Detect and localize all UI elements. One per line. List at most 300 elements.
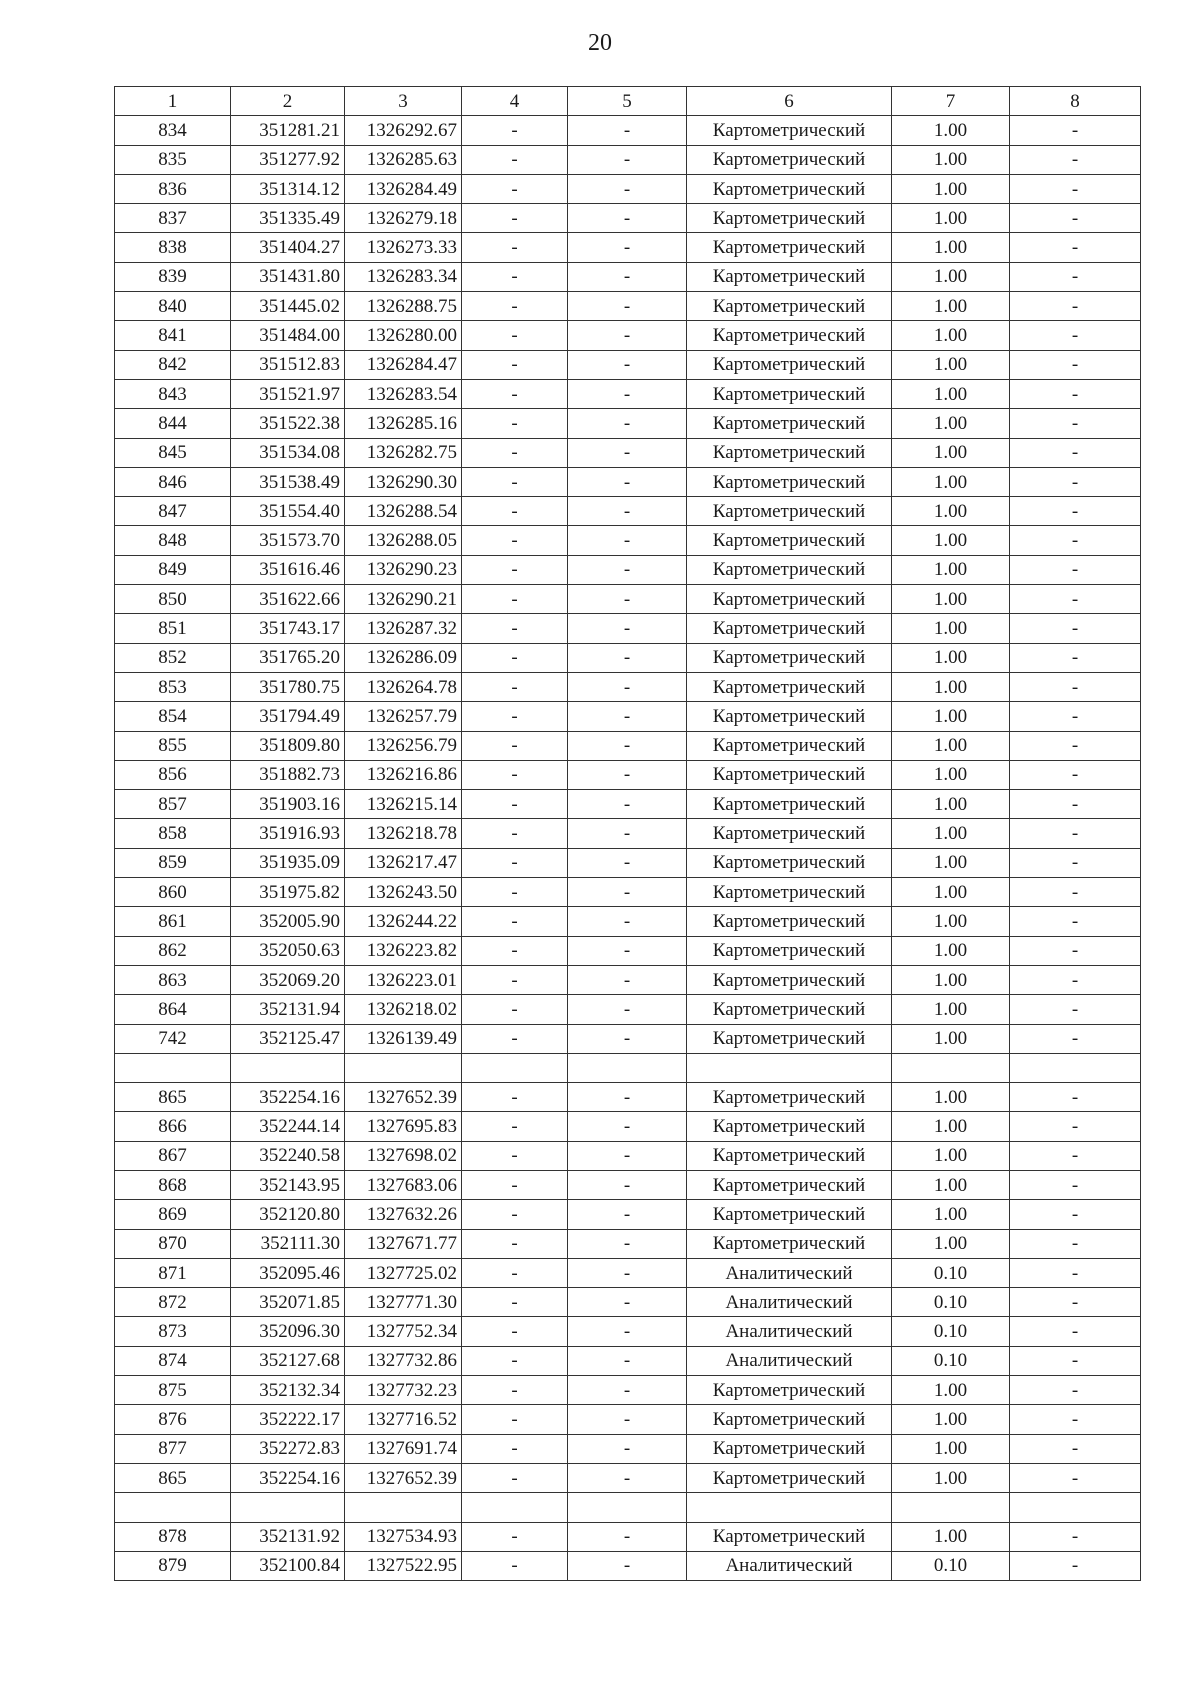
column-4-cell: - — [462, 585, 568, 614]
method-cell: Картометрический — [687, 1463, 892, 1492]
point-number-cell: 855 — [115, 731, 231, 760]
y-coordinate-cell: 1326223.82 — [345, 936, 462, 965]
column-4-cell: - — [462, 1288, 568, 1317]
column-8-cell: - — [1010, 1141, 1141, 1170]
x-coordinate-cell: 351335.49 — [231, 204, 345, 233]
accuracy-cell: 1.00 — [892, 1024, 1010, 1053]
table-row — [115, 321, 1141, 350]
accuracy-cell: 1.00 — [892, 379, 1010, 408]
column-8-cell: - — [1010, 878, 1141, 907]
method-cell: Картометрический — [687, 995, 892, 1024]
method-cell: Картометрический — [687, 1024, 892, 1053]
x-coordinate-cell: 351616.46 — [231, 555, 345, 584]
y-coordinate-cell: 1327522.95 — [345, 1551, 462, 1580]
y-coordinate-cell: 1326257.79 — [345, 702, 462, 731]
x-coordinate-cell: 351484.00 — [231, 321, 345, 350]
column-5-cell: - — [568, 1317, 687, 1346]
point-number-cell: 850 — [115, 585, 231, 614]
x-coordinate-cell: 352071.85 — [231, 1288, 345, 1317]
table-row — [115, 1317, 1141, 1346]
column-8-cell: - — [1010, 1376, 1141, 1405]
point-number-cell: 742 — [115, 1024, 231, 1053]
accuracy-cell: 1.00 — [892, 848, 1010, 877]
method-cell: Картометрический — [687, 204, 892, 233]
method-cell: Картометрический — [687, 760, 892, 789]
column-8-cell: - — [1010, 409, 1141, 438]
method-cell: Картометрический — [687, 1112, 892, 1141]
accuracy-cell: 1.00 — [892, 1229, 1010, 1258]
column-5-cell: - — [568, 1112, 687, 1141]
method-cell: Картометрический — [687, 643, 892, 672]
column-4-cell: - — [462, 702, 568, 731]
point-number-cell: 852 — [115, 643, 231, 672]
column-8-cell: - — [1010, 907, 1141, 936]
column-4-cell: - — [462, 1112, 568, 1141]
table-row — [115, 1463, 1141, 1492]
column-8-cell: - — [1010, 233, 1141, 262]
point-number-cell: 871 — [115, 1258, 231, 1287]
accuracy-cell: 1.00 — [892, 1376, 1010, 1405]
column-5-cell: - — [568, 116, 687, 145]
y-coordinate-cell: 1326283.54 — [345, 379, 462, 408]
column-8-cell: - — [1010, 1405, 1141, 1434]
column-5-cell: - — [568, 936, 687, 965]
method-cell: Картометрический — [687, 1434, 892, 1463]
table-row — [115, 848, 1141, 877]
y-coordinate-cell: 1326280.00 — [345, 321, 462, 350]
accuracy-cell: 1.00 — [892, 790, 1010, 819]
table-row — [115, 1170, 1141, 1199]
y-coordinate-cell: 1326283.34 — [345, 262, 462, 291]
method-cell — [687, 1493, 892, 1522]
column-8-cell: - — [1010, 350, 1141, 379]
column-4-cell: - — [462, 1258, 568, 1287]
x-coordinate-cell: 351935.09 — [231, 848, 345, 877]
column-4-cell: - — [462, 614, 568, 643]
x-coordinate-cell: 352222.17 — [231, 1405, 345, 1434]
column-5-cell — [568, 1493, 687, 1522]
column-5-cell: - — [568, 995, 687, 1024]
table-row — [115, 497, 1141, 526]
column-4-cell: - — [462, 526, 568, 555]
point-number-cell: 853 — [115, 672, 231, 701]
x-coordinate-cell: 351431.80 — [231, 262, 345, 291]
column-4-cell: - — [462, 1463, 568, 1492]
column-5-cell: - — [568, 174, 687, 203]
table-row — [115, 1141, 1141, 1170]
table-row — [115, 936, 1141, 965]
accuracy-cell: 0.10 — [892, 1551, 1010, 1580]
x-coordinate-cell: 352254.16 — [231, 1083, 345, 1112]
accuracy-cell: 1.00 — [892, 907, 1010, 936]
column-8-cell: - — [1010, 936, 1141, 965]
column-5-cell — [568, 1053, 687, 1082]
column-4-cell: - — [462, 262, 568, 291]
table-row — [115, 1112, 1141, 1141]
accuracy-cell: 1.00 — [892, 995, 1010, 1024]
table-row — [115, 174, 1141, 203]
method-cell: Картометрический — [687, 262, 892, 291]
x-coordinate-cell: 351743.17 — [231, 614, 345, 643]
page-number: 20 — [588, 30, 612, 56]
column-4-cell: - — [462, 848, 568, 877]
y-coordinate-cell: 1326286.09 — [345, 643, 462, 672]
column-5-cell: - — [568, 585, 687, 614]
column-8-cell: - — [1010, 1463, 1141, 1492]
x-coordinate-cell: 351277.92 — [231, 145, 345, 174]
column-5-cell: - — [568, 321, 687, 350]
accuracy-cell: 1.00 — [892, 585, 1010, 614]
table-row — [115, 555, 1141, 584]
point-number-cell: 845 — [115, 438, 231, 467]
column-5-cell: - — [568, 1083, 687, 1112]
table-row — [115, 643, 1141, 672]
column-4-cell: - — [462, 321, 568, 350]
table-row — [115, 262, 1141, 291]
point-number-cell: 866 — [115, 1112, 231, 1141]
column-8-cell — [1010, 1493, 1141, 1522]
table-row — [115, 1083, 1141, 1112]
method-cell: Картометрический — [687, 321, 892, 350]
table-row — [115, 585, 1141, 614]
y-coordinate-cell: 1326216.86 — [345, 760, 462, 789]
x-coordinate-cell: 351445.02 — [231, 292, 345, 321]
header-cell: 7 — [892, 87, 1010, 116]
y-coordinate-cell: 1326288.05 — [345, 526, 462, 555]
point-number-cell: 858 — [115, 819, 231, 848]
accuracy-cell: 1.00 — [892, 760, 1010, 789]
point-number-cell: 840 — [115, 292, 231, 321]
column-8-cell: - — [1010, 643, 1141, 672]
x-coordinate-cell: 352005.90 — [231, 907, 345, 936]
table-row — [115, 760, 1141, 789]
y-coordinate-cell: 1326290.21 — [345, 585, 462, 614]
column-8-cell: - — [1010, 1317, 1141, 1346]
column-4-cell: - — [462, 965, 568, 994]
column-4-cell: - — [462, 878, 568, 907]
method-cell: Картометрический — [687, 907, 892, 936]
x-coordinate-cell: 351534.08 — [231, 438, 345, 467]
column-8-cell: - — [1010, 995, 1141, 1024]
y-coordinate-cell: 1327752.34 — [345, 1317, 462, 1346]
method-cell — [687, 1053, 892, 1082]
method-cell: Картометрический — [687, 1229, 892, 1258]
column-5-cell: - — [568, 1405, 687, 1434]
column-8-cell: - — [1010, 1200, 1141, 1229]
table-row — [115, 672, 1141, 701]
y-coordinate-cell: 1327698.02 — [345, 1141, 462, 1170]
method-cell: Картометрический — [687, 467, 892, 496]
column-4-cell: - — [462, 907, 568, 936]
y-coordinate-cell: 1326273.33 — [345, 233, 462, 262]
y-coordinate-cell: 1327771.30 — [345, 1288, 462, 1317]
accuracy-cell — [892, 1053, 1010, 1082]
column-5-cell: - — [568, 672, 687, 701]
x-coordinate-cell: 352096.30 — [231, 1317, 345, 1346]
column-8-cell: - — [1010, 116, 1141, 145]
column-4-cell: - — [462, 643, 568, 672]
method-cell: Картометрический — [687, 878, 892, 907]
x-coordinate-cell: 352132.34 — [231, 1376, 345, 1405]
accuracy-cell: 1.00 — [892, 878, 1010, 907]
y-coordinate-cell — [345, 1493, 462, 1522]
table-row — [115, 965, 1141, 994]
y-coordinate-cell: 1326264.78 — [345, 672, 462, 701]
point-number-cell: 844 — [115, 409, 231, 438]
method-cell: Аналитический — [687, 1551, 892, 1580]
column-8-cell: - — [1010, 672, 1141, 701]
point-number-cell: 846 — [115, 467, 231, 496]
method-cell: Картометрический — [687, 965, 892, 994]
table-row — [115, 1551, 1141, 1580]
column-8-cell: - — [1010, 1112, 1141, 1141]
column-4-cell: - — [462, 1083, 568, 1112]
accuracy-cell: 1.00 — [892, 672, 1010, 701]
column-8-cell: - — [1010, 262, 1141, 291]
accuracy-cell: 1.00 — [892, 438, 1010, 467]
column-4-cell: - — [462, 467, 568, 496]
method-cell: Картометрический — [687, 1522, 892, 1551]
table-row — [115, 1288, 1141, 1317]
column-5-cell: - — [568, 262, 687, 291]
column-4-cell: - — [462, 1317, 568, 1346]
column-4-cell: - — [462, 790, 568, 819]
table-row — [115, 409, 1141, 438]
column-4-cell: - — [462, 438, 568, 467]
column-4-cell: - — [462, 350, 568, 379]
x-coordinate-cell: 352254.16 — [231, 1463, 345, 1492]
column-8-cell: - — [1010, 292, 1141, 321]
column-4-cell: - — [462, 174, 568, 203]
method-cell: Картометрический — [687, 379, 892, 408]
point-number-cell: 872 — [115, 1288, 231, 1317]
table-row — [115, 1405, 1141, 1434]
point-number-cell: 862 — [115, 936, 231, 965]
x-coordinate-cell — [231, 1493, 345, 1522]
method-cell: Картометрический — [687, 819, 892, 848]
method-cell: Картометрический — [687, 438, 892, 467]
column-5-cell: - — [568, 1346, 687, 1375]
column-5-cell: - — [568, 965, 687, 994]
column-5-cell: - — [568, 878, 687, 907]
method-cell: Картометрический — [687, 292, 892, 321]
method-cell: Картометрический — [687, 174, 892, 203]
column-4-cell: - — [462, 1170, 568, 1199]
point-number-cell: 835 — [115, 145, 231, 174]
y-coordinate-cell: 1327683.06 — [345, 1170, 462, 1199]
y-coordinate-cell: 1326256.79 — [345, 731, 462, 760]
column-8-cell: - — [1010, 1346, 1141, 1375]
y-coordinate-cell: 1327652.39 — [345, 1083, 462, 1112]
column-8-cell: - — [1010, 1522, 1141, 1551]
method-cell: Картометрический — [687, 233, 892, 262]
accuracy-cell: 1.00 — [892, 643, 1010, 672]
column-5-cell: - — [568, 1258, 687, 1287]
column-8-cell: - — [1010, 321, 1141, 350]
column-5-cell: - — [568, 204, 687, 233]
x-coordinate-cell: 352100.84 — [231, 1551, 345, 1580]
table-row — [115, 1522, 1141, 1551]
column-4-cell: - — [462, 116, 568, 145]
table-row — [115, 1229, 1141, 1258]
y-coordinate-cell: 1326287.32 — [345, 614, 462, 643]
x-coordinate-cell: 351521.97 — [231, 379, 345, 408]
column-5-cell: - — [568, 1288, 687, 1317]
accuracy-cell: 1.00 — [892, 1200, 1010, 1229]
x-coordinate-cell: 351573.70 — [231, 526, 345, 555]
accuracy-cell: 1.00 — [892, 526, 1010, 555]
column-8-cell: - — [1010, 819, 1141, 848]
column-5-cell: - — [568, 497, 687, 526]
y-coordinate-cell: 1327671.77 — [345, 1229, 462, 1258]
y-coordinate-cell: 1327725.02 — [345, 1258, 462, 1287]
point-number-cell: 851 — [115, 614, 231, 643]
x-coordinate-cell: 352240.58 — [231, 1141, 345, 1170]
method-cell: Картометрический — [687, 936, 892, 965]
table-row — [115, 731, 1141, 760]
column-4-cell: - — [462, 1141, 568, 1170]
method-cell: Аналитический — [687, 1317, 892, 1346]
point-number-cell: 836 — [115, 174, 231, 203]
y-coordinate-cell: 1326284.49 — [345, 174, 462, 203]
accuracy-cell: 1.00 — [892, 233, 1010, 262]
point-number-cell: 869 — [115, 1200, 231, 1229]
column-8-cell: - — [1010, 965, 1141, 994]
accuracy-cell: 1.00 — [892, 116, 1010, 145]
accuracy-cell: 1.00 — [892, 965, 1010, 994]
method-cell: Картометрический — [687, 702, 892, 731]
table-row — [115, 702, 1141, 731]
accuracy-cell: 1.00 — [892, 1112, 1010, 1141]
column-5-cell: - — [568, 1463, 687, 1492]
point-number-cell — [115, 1493, 231, 1522]
point-number-cell: 848 — [115, 526, 231, 555]
y-coordinate-cell: 1327534.93 — [345, 1522, 462, 1551]
y-coordinate-cell: 1327716.52 — [345, 1405, 462, 1434]
method-cell: Картометрический — [687, 672, 892, 701]
accuracy-cell: 1.00 — [892, 497, 1010, 526]
point-number-cell: 842 — [115, 350, 231, 379]
x-coordinate-cell: 351512.83 — [231, 350, 345, 379]
table-row — [115, 526, 1141, 555]
y-coordinate-cell: 1326215.14 — [345, 790, 462, 819]
y-coordinate-cell: 1326223.01 — [345, 965, 462, 994]
y-coordinate-cell: 1326290.30 — [345, 467, 462, 496]
method-cell: Картометрический — [687, 1376, 892, 1405]
table-row — [115, 438, 1141, 467]
column-8-cell: - — [1010, 1258, 1141, 1287]
column-4-cell: - — [462, 1200, 568, 1229]
table-row — [115, 1493, 1141, 1522]
x-coordinate-cell: 351281.21 — [231, 116, 345, 145]
x-coordinate-cell: 352111.30 — [231, 1229, 345, 1258]
table-row — [115, 116, 1141, 145]
accuracy-cell: 1.00 — [892, 262, 1010, 291]
column-4-cell: - — [462, 379, 568, 408]
column-8-cell: - — [1010, 379, 1141, 408]
accuracy-cell: 1.00 — [892, 292, 1010, 321]
point-number-cell: 839 — [115, 262, 231, 291]
header-cell: 2 — [231, 87, 345, 116]
accuracy-cell: 1.00 — [892, 321, 1010, 350]
column-4-cell: - — [462, 497, 568, 526]
accuracy-cell: 1.00 — [892, 614, 1010, 643]
header-cell: 6 — [687, 87, 892, 116]
table-row — [115, 907, 1141, 936]
method-cell: Картометрический — [687, 790, 892, 819]
y-coordinate-cell: 1326285.16 — [345, 409, 462, 438]
column-5-cell: - — [568, 1200, 687, 1229]
point-number-cell: 865 — [115, 1463, 231, 1492]
method-cell: Аналитический — [687, 1288, 892, 1317]
column-4-cell: - — [462, 1434, 568, 1463]
x-coordinate-cell: 352131.94 — [231, 995, 345, 1024]
accuracy-cell: 1.00 — [892, 731, 1010, 760]
column-5-cell: - — [568, 379, 687, 408]
x-coordinate-cell: 351882.73 — [231, 760, 345, 789]
accuracy-cell: 0.10 — [892, 1258, 1010, 1287]
accuracy-cell: 1.00 — [892, 1141, 1010, 1170]
column-8-cell: - — [1010, 848, 1141, 877]
point-number-cell: 870 — [115, 1229, 231, 1258]
accuracy-cell: 0.10 — [892, 1317, 1010, 1346]
column-8-cell: - — [1010, 145, 1141, 174]
header-cell: 8 — [1010, 87, 1141, 116]
y-coordinate-cell: 1326284.47 — [345, 350, 462, 379]
point-number-cell: 867 — [115, 1141, 231, 1170]
column-8-cell: - — [1010, 174, 1141, 203]
method-cell: Аналитический — [687, 1346, 892, 1375]
point-number-cell: 876 — [115, 1405, 231, 1434]
accuracy-cell: 1.00 — [892, 819, 1010, 848]
column-4-cell: - — [462, 292, 568, 321]
accuracy-cell: 1.00 — [892, 555, 1010, 584]
accuracy-cell: 1.00 — [892, 145, 1010, 174]
table-row — [115, 204, 1141, 233]
column-5-cell: - — [568, 233, 687, 262]
method-cell: Картометрический — [687, 585, 892, 614]
x-coordinate-cell: 352143.95 — [231, 1170, 345, 1199]
x-coordinate-cell: 351975.82 — [231, 878, 345, 907]
y-coordinate-cell: 1326279.18 — [345, 204, 462, 233]
x-coordinate-cell: 352272.83 — [231, 1434, 345, 1463]
y-coordinate-cell: 1327632.26 — [345, 1200, 462, 1229]
y-coordinate-cell: 1326282.75 — [345, 438, 462, 467]
column-8-cell: - — [1010, 497, 1141, 526]
point-number-cell: 875 — [115, 1376, 231, 1405]
point-number-cell: 873 — [115, 1317, 231, 1346]
column-4-cell: - — [462, 1551, 568, 1580]
point-number-cell: 877 — [115, 1434, 231, 1463]
column-8-cell: - — [1010, 526, 1141, 555]
column-4-cell: - — [462, 1346, 568, 1375]
column-8-cell: - — [1010, 1083, 1141, 1112]
accuracy-cell: 1.00 — [892, 409, 1010, 438]
point-number-cell: 863 — [115, 965, 231, 994]
method-cell: Картометрический — [687, 409, 892, 438]
accuracy-cell: 0.10 — [892, 1288, 1010, 1317]
method-cell: Картометрический — [687, 848, 892, 877]
column-4-cell: - — [462, 1376, 568, 1405]
x-coordinate-cell: 352125.47 — [231, 1024, 345, 1053]
x-coordinate-cell: 351538.49 — [231, 467, 345, 496]
column-4-cell: - — [462, 1024, 568, 1053]
point-number-cell: 857 — [115, 790, 231, 819]
column-4-cell: - — [462, 672, 568, 701]
x-coordinate-cell: 351809.80 — [231, 731, 345, 760]
point-number-cell: 838 — [115, 233, 231, 262]
method-cell: Картометрический — [687, 526, 892, 555]
